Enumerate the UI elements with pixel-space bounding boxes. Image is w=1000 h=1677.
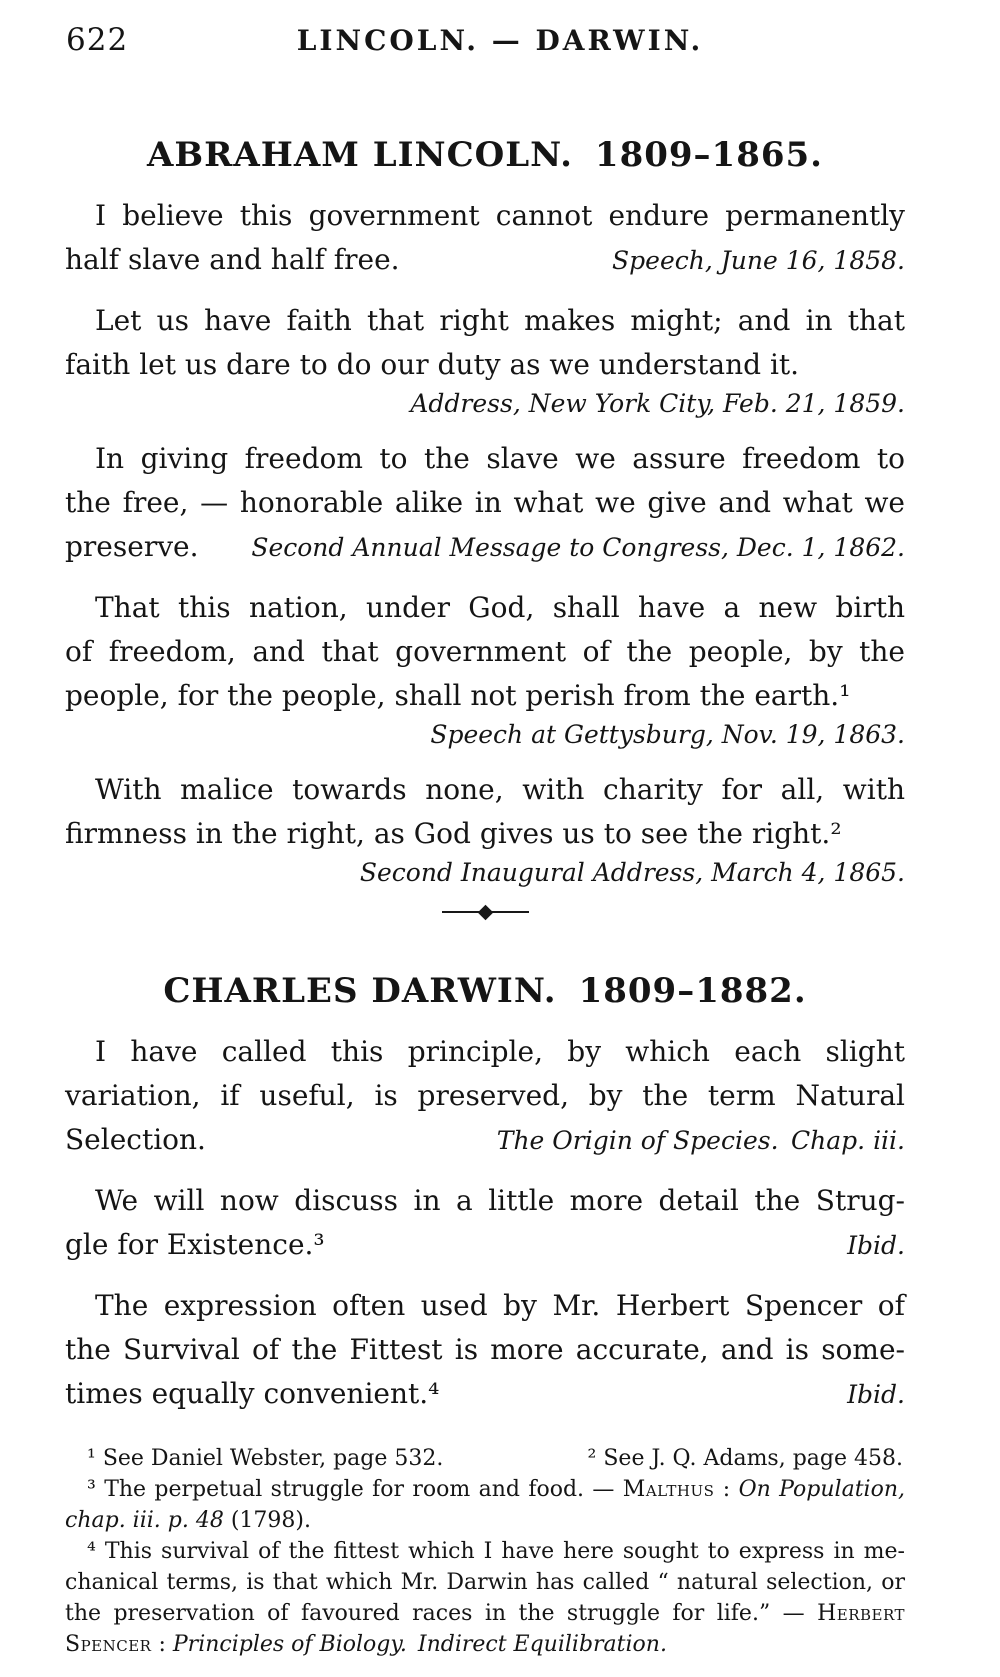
quote-line: the Survival of the Fittest is more accurate, and is some-	[65, 1333, 905, 1366]
footnote-text: On Population,	[738, 1477, 905, 1502]
section-divider	[65, 904, 905, 920]
quote-line: We will now discuss in a little more detail the Strug-	[95, 1184, 905, 1217]
footnote-text: chanical terms, is that which Mr. Darwin has called “ natural selection, or	[65, 1570, 905, 1595]
quote-line: the free, — honorable alike in what we give and what we	[65, 486, 905, 519]
footnote-text: ⁴ This survival of the fittest which I have here sought to express in me-	[87, 1539, 905, 1564]
quote-citation: Address, New York City, Feb. 21, 1859.	[410, 389, 905, 418]
footnote-text: Herbert	[817, 1601, 905, 1626]
footnote-line	[65, 1567, 905, 1598]
quote-paragraph	[65, 586, 905, 752]
quote-line: The expression often used by Mr. Herbert Spencer of	[95, 1289, 905, 1322]
quote-line: people, for the people, shall not perish from the earth.¹	[65, 679, 851, 712]
quote-text: times equally convenient.⁴	[65, 1377, 440, 1410]
footnotes	[65, 1443, 905, 1660]
quote-paragraph	[65, 768, 905, 890]
quote-citation: Ibid.	[847, 1380, 905, 1409]
quote-paragraph	[65, 1179, 905, 1268]
divider-rule	[442, 911, 482, 913]
section-lincoln	[65, 132, 905, 890]
footnote-line	[65, 1443, 905, 1474]
footnote-text: Malthus	[622, 1477, 715, 1502]
quote-citation: Second Inaugural Address, March 4, 1865.	[359, 858, 905, 887]
footnote-line	[65, 1474, 905, 1505]
section-heading	[65, 968, 905, 1014]
diamond-icon	[477, 904, 493, 920]
quote-paragraph	[65, 437, 905, 570]
quote-text: gle for Existence.³	[65, 1228, 325, 1261]
footnote-text: ³ The perpetual struggle for room and food. —	[87, 1477, 623, 1502]
footnote-text: ¹ See Daniel Webster, page 532.	[87, 1446, 444, 1471]
footnote-text: Spencer	[65, 1632, 152, 1657]
quote-text: Selection.	[65, 1123, 206, 1156]
footnote-line	[65, 1505, 905, 1536]
quote-citation: The Origin of Species. Chap. iii.	[496, 1126, 905, 1155]
quote-citation: Ibid.	[847, 1231, 905, 1260]
quote-last-line	[65, 238, 905, 283]
footnote-text: (1798).	[223, 1508, 311, 1533]
footnote-line	[65, 1536, 905, 1567]
author-dates: 1809–1882.	[578, 971, 807, 1011]
footnote-line	[65, 1629, 905, 1660]
quote-citation: Speech at Gettysburg, Nov. 19, 1863.	[430, 720, 905, 749]
footnote-text: the preservation of favoured races in the struggle for life.” —	[65, 1601, 818, 1626]
quote-citation: Speech, June 16, 1858.	[612, 246, 905, 275]
quote-last-line	[65, 525, 905, 570]
footnote-text: ² See J. Q. Adams, page 458.	[587, 1446, 903, 1471]
section-darwin	[65, 968, 905, 1417]
quote-line: I have called this principle, by which each slight	[95, 1035, 905, 1068]
divider-rule	[489, 911, 529, 913]
quote-paragraph	[65, 194, 905, 283]
running-head: LINCOLN. — DARWIN.	[296, 24, 704, 57]
quote-line: firmness in the right, as God gives us to see the right.²	[65, 817, 842, 850]
author-dates: 1809–1865.	[594, 135, 824, 175]
footnote-text: :	[151, 1632, 173, 1657]
footnote-text: Principles of Biology. Indirect Equilibration.	[172, 1632, 667, 1657]
author-name: ABRAHAM LINCOLN.	[146, 135, 573, 175]
footnote-text: chap. iii. p. 48	[65, 1508, 224, 1533]
page-content	[65, 132, 905, 1660]
quote-text: preserve.	[65, 530, 199, 563]
quote-line: faith let us dare to do our duty as we understand it.	[65, 348, 800, 381]
quote-last-line	[65, 1372, 905, 1417]
section-heading	[65, 132, 905, 178]
footnote-line	[65, 1598, 905, 1629]
quote-line: Let us have faith that right makes might; and in that	[95, 304, 905, 337]
quote-line: I believe this government cannot endure permanently	[95, 199, 905, 232]
quote-line: That this nation, under God, shall have a new birth	[95, 591, 905, 624]
quote-line: With malice towards none, with charity for all, with	[95, 773, 905, 806]
footnote-text: :	[714, 1477, 739, 1502]
page-header	[0, 0, 1000, 68]
quote-paragraph	[65, 1284, 905, 1417]
quote-line: In giving freedom to the slave we assure freedom to	[95, 442, 905, 475]
quote-paragraph	[65, 299, 905, 421]
quote-line: of freedom, and that government of the people, by the	[65, 635, 905, 668]
quote-citation: Second Annual Message to Congress, Dec. 1, 1862.	[251, 533, 905, 562]
author-name: CHARLES DARWIN.	[163, 971, 557, 1011]
quote-text: half slave and half free.	[65, 243, 400, 276]
quote-line: variation, if useful, is preserved, by the term Natural	[65, 1079, 905, 1112]
quote-last-line	[65, 1223, 905, 1268]
page-number: 622	[66, 22, 129, 58]
quote-last-line	[65, 1118, 905, 1163]
quote-paragraph	[65, 1030, 905, 1163]
